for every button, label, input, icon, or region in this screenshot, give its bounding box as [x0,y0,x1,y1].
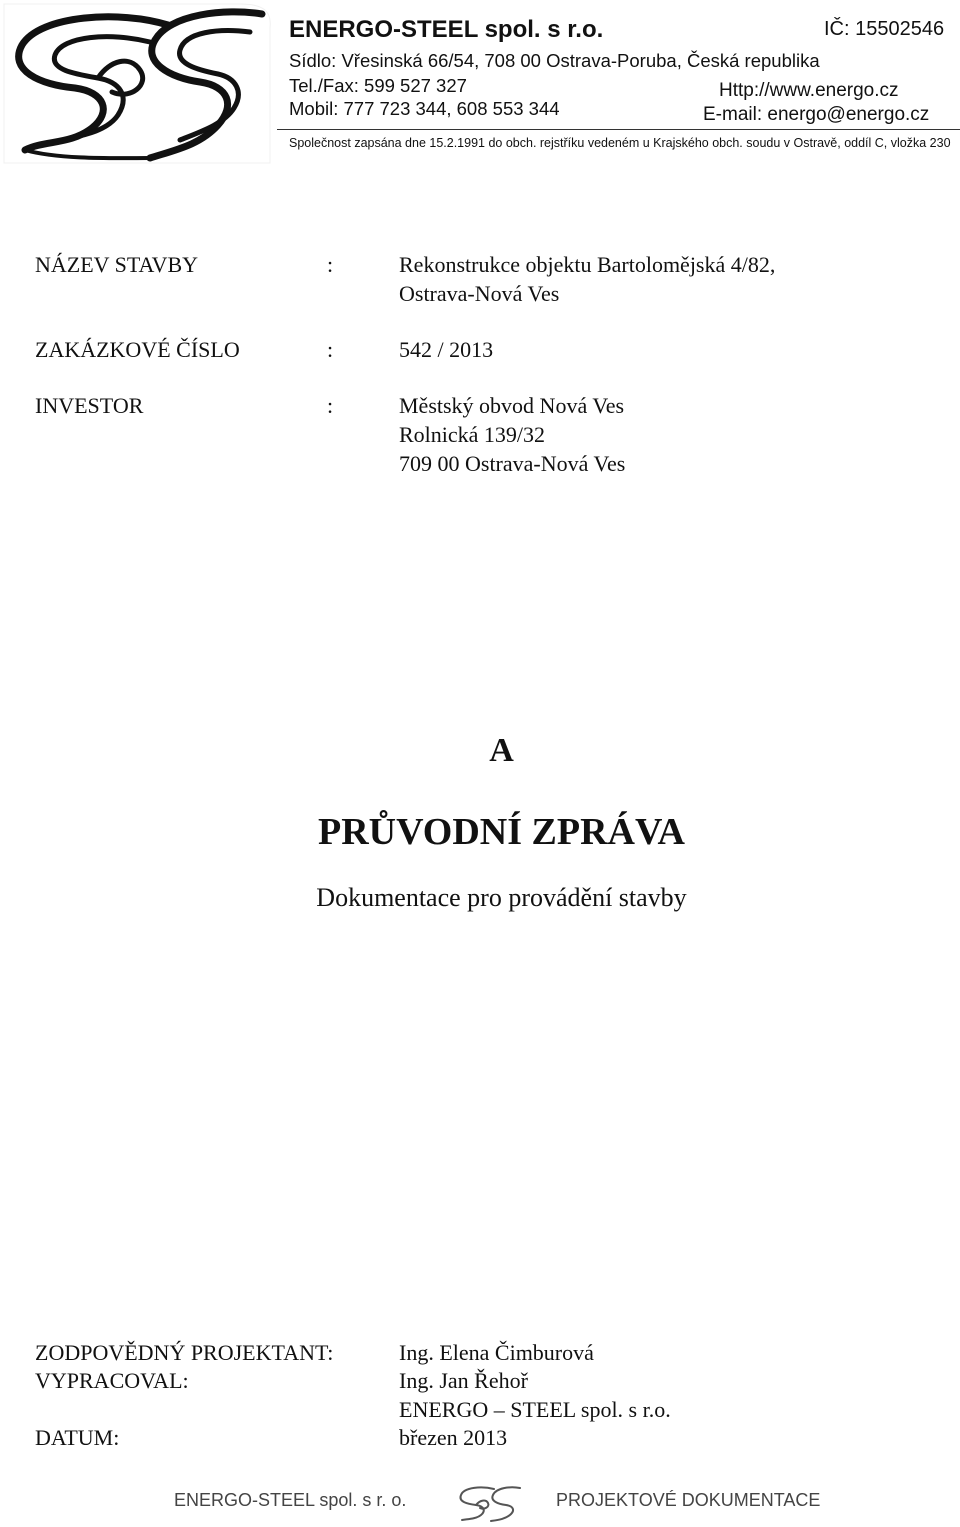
project-name-line2: Ostrava-Nová Ves [399,281,560,306]
footer-logo-icon [456,1484,524,1522]
project-name-label: NÁZEV STAVBY [35,252,199,277]
order-number-value: 542 / 2013 [399,337,494,362]
order-number-colon: : [327,337,334,362]
company-phone: Tel./Fax: 599 527 327 [289,75,467,96]
investor-label: INVESTOR [35,393,144,418]
project-name-colon: : [327,252,334,277]
report-title: PRŮVODNÍ ZPRÁVA [318,811,685,853]
company-id-number: IČ: 15502546 [824,18,945,40]
date-label: DATUM: [35,1425,120,1450]
company-email: E-mail: energo@energo.cz [703,104,930,125]
footer-document-type: PROJEKTOVÉ DOKUMENTACE [556,1490,821,1510]
prepared-by-value: Ing. Jan Řehoř [399,1368,528,1393]
investor-colon: : [327,393,334,418]
company-name: ENERGO-STEEL spol. s r.o. [289,16,604,43]
registration-note: Společnost zapsána dne 15.2.1991 do obch. rejstříku vedeném u Krajského obch. soudu v Ostravě, oddíl C, vložka 230 [289,136,951,150]
prepared-by-label: VYPRACOVAL: [35,1368,189,1393]
company-address: Sídlo: Vřesinská 66/54, 708 00 Ostrava-Poruba, Česká republika [289,50,820,71]
responsible-designer-label: ZODPOVĚDNÝ PROJEKTANT: [35,1340,334,1365]
section-letter: A [489,732,514,769]
project-name-line1: Rekonstrukce objektu Bartolomějská 4/82, [399,252,776,277]
investor-line2: Rolnická 139/32 [399,422,546,447]
company-logo-icon [0,0,275,165]
report-subtitle: Dokumentace pro provádění stavby [316,883,687,912]
investor-line3: 709 00 Ostrava-Nová Ves [399,451,626,476]
footer-company-name: ENERGO-STEEL spol. s r. o. [174,1490,407,1510]
header-divider [277,129,960,130]
date-value: březen 2013 [399,1425,508,1450]
company-mobile: Mobil: 777 723 344, 608 553 344 [289,98,560,119]
prepared-by-company: ENERGO – STEEL spol. s r.o. [399,1397,671,1422]
responsible-designer-value: Ing. Elena Čimburová [399,1340,594,1365]
order-number-label: ZAKÁZKOVÉ ČÍSLO [35,337,240,362]
investor-line1: Městský obvod Nová Ves [399,393,625,418]
company-website: Http://www.energo.cz [719,80,899,101]
